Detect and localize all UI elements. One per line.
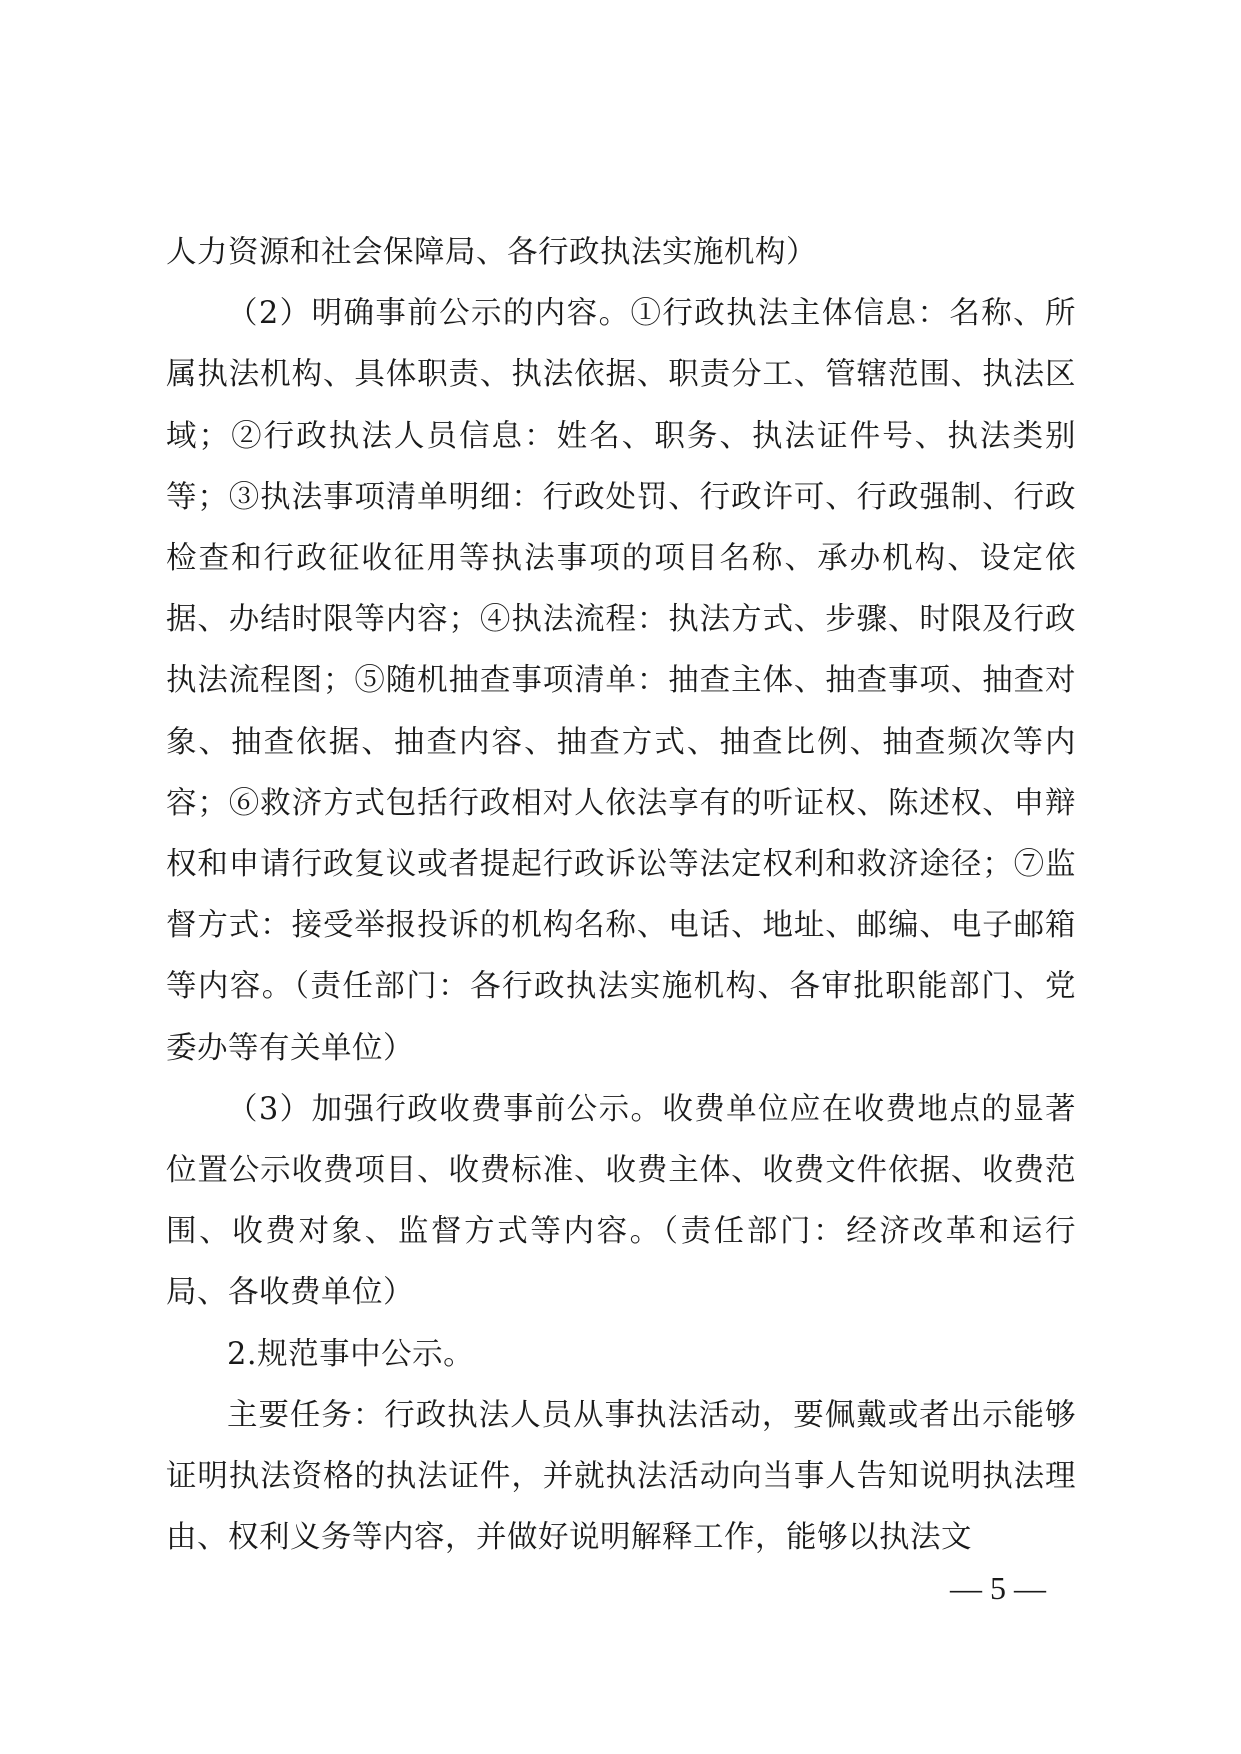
paragraph-fee-disclosure: （3）加强行政收费事前公示。收费单位应在收费地点的显著位置公示收费项目、收费标准、收费主体、收费文件依据、收费范围、收费对象、监督方式等内容。（责任部门：经济改革和运行局、各收费单位） [166, 1091, 1076, 1311]
paragraph-pre-disclosure-content: （2）明确事前公示的内容。①行政执法主体信息：名称、所属执法机构、具体职责、执法依据、职责分工、管辖范围、执法区域；②行政执法人员信息：姓名、职务、执法证件号、执法类别等；③执法事项清单明细：行政处罚、行政许可、行政强制、行政检查和行政征收征用等执法事项的项目名称、承办机构、设定依据、办结时限等内容；④执法流程：执法方式、步骤、时限及行政执法流程图；⑤随机抽查事项清单：抽查主体、抽查事项、抽查对象、抽查依据、抽查内容、抽查方式、抽查比例、抽查频次等内容；⑥救济方式包括行政相对人依法享有的听证权、陈述权、申辩权和申请行政复议或者提起行政诉讼等法定权利和救济途径；⑦监督方式：接受举报投诉的机构名称、电话、地址、邮编、电子邮箱等内容。（责任部门：各行政执法实施机构、各审批职能部门、党委办等有关单位） [166, 296, 1076, 1066]
paragraph-continuation: 人力资源和社会保障局、各行政执法实施机构） [166, 235, 817, 270]
page-number: — 5 — [950, 1570, 1046, 1606]
paragraph-main-tasks: 主要任务：行政执法人员从事执法活动，要佩戴或者出示能够证明执法资格的执法证件，并就执法活动向当事人告知说明执法理由、权利义务等内容，并做好说明解释工作，能够以执法文 [166, 1397, 1076, 1556]
document-body [166, 222, 1076, 1568]
section-heading-in-process-disclosure: 2.规范事中公示。 [227, 1336, 475, 1372]
